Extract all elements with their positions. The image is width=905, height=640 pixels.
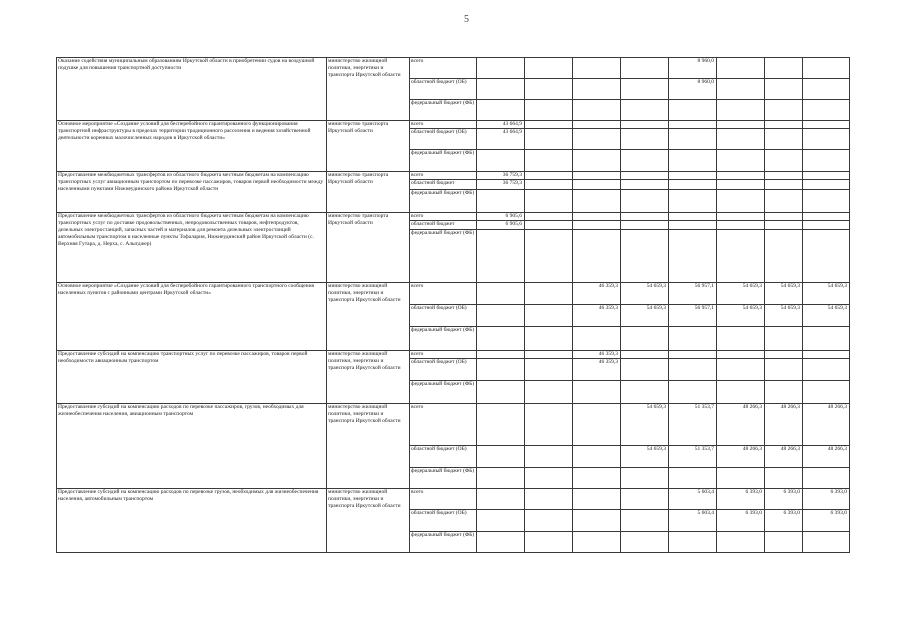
amount-cell bbox=[765, 129, 803, 150]
amount-cell bbox=[525, 489, 573, 510]
funding-source-cell: федеральный бюджет (ФБ) bbox=[410, 190, 477, 213]
amount-cell bbox=[803, 100, 850, 121]
amount-cell bbox=[477, 283, 525, 305]
amount-cell bbox=[669, 327, 717, 351]
amount-cell bbox=[573, 446, 621, 468]
amount-cell bbox=[717, 221, 765, 230]
table-row bbox=[57, 489, 850, 510]
amount-cell: 36 759,3 bbox=[477, 172, 525, 180]
amount-cell bbox=[621, 150, 669, 172]
amount-cell bbox=[765, 532, 803, 553]
amount-cell bbox=[477, 446, 525, 468]
amount-cell: 54 659,3 bbox=[621, 305, 669, 327]
amount-cell bbox=[525, 468, 573, 489]
activity-name-cell: Предоставление межбюджетных трансфертов из областного бюджета местным бюджетам на компенсацию транспортных услуг авиационным транспортом по перевозке пассажиров, товаров первой необходимости между населенными пунктами Нижнеудинского района Иркутской области bbox=[57, 172, 327, 213]
amount-cell bbox=[525, 283, 573, 305]
amount-cell bbox=[765, 230, 803, 283]
amount-cell bbox=[525, 532, 573, 553]
amount-cell bbox=[477, 404, 525, 446]
amount-cell bbox=[525, 79, 573, 100]
amount-cell bbox=[669, 351, 717, 359]
table-row bbox=[57, 404, 850, 446]
amount-cell bbox=[803, 532, 850, 553]
amount-cell bbox=[573, 230, 621, 283]
funding-source-cell: всего bbox=[410, 121, 477, 129]
amount-cell bbox=[621, 58, 669, 79]
amount-cell bbox=[717, 327, 765, 351]
funding-source-cell: федеральный бюджет (ФБ) bbox=[410, 100, 477, 121]
amount-cell bbox=[717, 359, 765, 381]
amount-cell bbox=[803, 230, 850, 283]
amount-cell bbox=[525, 121, 573, 129]
amount-cell bbox=[669, 381, 717, 404]
amount-cell bbox=[765, 468, 803, 489]
table-row bbox=[57, 351, 850, 359]
amount-cell bbox=[525, 446, 573, 468]
amount-cell: 6 393,0 bbox=[717, 489, 765, 510]
amount-cell: 6 393,0 bbox=[765, 510, 803, 532]
amount-cell bbox=[621, 221, 669, 230]
amount-cell: 5 603,4 bbox=[669, 510, 717, 532]
activity-name-cell: Основное мероприятие «Создание условий для бесперебойного гарантированного транспортного сообщения населенных пунктов с районными центрами Иркутской области» bbox=[57, 283, 327, 351]
funding-source-cell: областной бюджет (ОБ) bbox=[410, 359, 477, 381]
amount-cell bbox=[669, 180, 717, 190]
amount-cell bbox=[573, 532, 621, 553]
funding-source-cell: всего bbox=[410, 351, 477, 359]
table-row bbox=[57, 283, 850, 305]
amount-cell bbox=[669, 190, 717, 213]
amount-cell bbox=[621, 180, 669, 190]
page-number: 5 bbox=[464, 14, 469, 25]
amount-cell: 54 659,3 bbox=[765, 305, 803, 327]
amount-cell bbox=[803, 150, 850, 172]
amount-cell bbox=[477, 359, 525, 381]
amount-cell bbox=[765, 381, 803, 404]
amount-cell bbox=[803, 359, 850, 381]
amount-cell: 6 905,6 bbox=[477, 221, 525, 230]
amount-cell: 46 359,3 bbox=[573, 305, 621, 327]
amount-cell bbox=[573, 404, 621, 446]
amount-cell bbox=[765, 327, 803, 351]
amount-cell: 6 393,0 bbox=[803, 510, 850, 532]
amount-cell: 54 659,3 bbox=[621, 446, 669, 468]
amount-cell bbox=[573, 172, 621, 180]
funding-source-cell: областной бюджет (ОБ) bbox=[410, 79, 477, 100]
amount-cell bbox=[803, 381, 850, 404]
amount-cell bbox=[573, 129, 621, 150]
amount-cell bbox=[803, 468, 850, 489]
budget-table bbox=[56, 57, 850, 553]
amount-cell bbox=[717, 230, 765, 283]
activity-name-cell: Предоставление субсидий на компенсацию расходов по перевозке пассажиров, грузов, необходимых для жизнеобеспечения населения, авиационным транспортом bbox=[57, 404, 327, 489]
amount-cell bbox=[573, 213, 621, 221]
executor-cell: министерство транспорта Иркутской области bbox=[327, 121, 410, 172]
amount-cell bbox=[621, 489, 669, 510]
amount-cell bbox=[621, 532, 669, 553]
amount-cell bbox=[717, 351, 765, 359]
executor-cell: министерство жилищной политики, энергетики и транспорта Иркутской области bbox=[327, 489, 410, 553]
amount-cell bbox=[621, 172, 669, 180]
amount-cell bbox=[621, 468, 669, 489]
funding-source-cell: всего bbox=[410, 213, 477, 221]
amount-cell bbox=[803, 213, 850, 221]
amount-cell bbox=[525, 180, 573, 190]
table-row bbox=[57, 213, 850, 221]
amount-cell bbox=[717, 79, 765, 100]
funding-source-cell: областной бюджет (ОБ) bbox=[410, 129, 477, 150]
amount-cell bbox=[717, 381, 765, 404]
amount-cell bbox=[477, 327, 525, 351]
amount-cell bbox=[765, 190, 803, 213]
executor-cell: министерство транспорта Иркутской области bbox=[327, 213, 410, 283]
amount-cell bbox=[669, 129, 717, 150]
amount-cell bbox=[717, 121, 765, 129]
amount-cell: 6 393,0 bbox=[765, 489, 803, 510]
amount-cell bbox=[477, 381, 525, 404]
amount-cell bbox=[573, 327, 621, 351]
amount-cell bbox=[573, 58, 621, 79]
amount-cell bbox=[525, 100, 573, 121]
amount-cell: 46 359,3 bbox=[573, 351, 621, 359]
amount-cell: 43 664,9 bbox=[477, 129, 525, 150]
amount-cell: 8 960,0 bbox=[669, 79, 717, 100]
amount-cell bbox=[669, 172, 717, 180]
amount-cell bbox=[525, 351, 573, 359]
amount-cell bbox=[669, 359, 717, 381]
amount-cell bbox=[669, 100, 717, 121]
amount-cell bbox=[525, 305, 573, 327]
amount-cell bbox=[525, 58, 573, 79]
amount-cell: 48 266,3 bbox=[803, 404, 850, 446]
amount-cell bbox=[717, 172, 765, 180]
funding-source-cell: федеральный бюджет (ФБ) bbox=[410, 230, 477, 283]
amount-cell bbox=[717, 100, 765, 121]
amount-cell bbox=[803, 129, 850, 150]
funding-source-cell: всего bbox=[410, 283, 477, 305]
amount-cell bbox=[765, 180, 803, 190]
funding-source-cell: областной бюджет (ОБ) bbox=[410, 305, 477, 327]
executor-cell: министерство жилищной политики, энергетики и транспорта Иркутской области bbox=[327, 404, 410, 489]
amount-cell: 46 359,3 bbox=[573, 359, 621, 381]
activity-name-cell: Предоставление субсидий на компенсацию транспортных услуг по перевозке пассажиров, товаров первой необходимости авиационным транспортом bbox=[57, 351, 327, 404]
amount-cell: 48 266,3 bbox=[717, 446, 765, 468]
amount-cell bbox=[525, 213, 573, 221]
amount-cell bbox=[803, 221, 850, 230]
amount-cell bbox=[717, 213, 765, 221]
table-row bbox=[57, 172, 850, 180]
amount-cell bbox=[525, 359, 573, 381]
amount-cell: 51 353,7 bbox=[669, 446, 717, 468]
amount-cell bbox=[525, 221, 573, 230]
amount-cell bbox=[803, 79, 850, 100]
amount-cell bbox=[477, 305, 525, 327]
amount-cell bbox=[669, 532, 717, 553]
activity-name-cell: Предоставление межбюджетных трансфертов из областного бюджета местным бюджетам на компенсацию транспортных услуг по доставке продовольственных, непродовольственных товаров, нефтепродуктов, дизельных электростанций, запасных частей и материалов для ремонта дизельных электростанций автомобильным транспортом в населенные пункты Тофалария, Нижнеудинский район Иркутской области (с. Верхняя Гутара, д. Нерха, с. Алыгджер) bbox=[57, 213, 327, 283]
amount-cell bbox=[621, 381, 669, 404]
amount-cell bbox=[765, 121, 803, 129]
amount-cell bbox=[525, 404, 573, 446]
amount-cell bbox=[765, 351, 803, 359]
funding-source-cell: областной бюджет (ОБ) bbox=[410, 446, 477, 468]
amount-cell bbox=[573, 468, 621, 489]
amount-cell: 51 353,7 bbox=[669, 404, 717, 446]
amount-cell bbox=[621, 359, 669, 381]
amount-cell: 43 664,9 bbox=[477, 121, 525, 129]
amount-cell bbox=[573, 150, 621, 172]
funding-source-cell: областной бюджет bbox=[410, 180, 477, 190]
activity-name-cell: Предоставление субсидий на компенсацию расходов по перевозке грузов, необходимых для жизнеобеспечения населения, автомобильным транспортом bbox=[57, 489, 327, 553]
executor-cell: министерство транспорта Иркутской области bbox=[327, 172, 410, 213]
amount-cell bbox=[477, 489, 525, 510]
amount-cell bbox=[477, 58, 525, 79]
executor-cell: министерство жилищной политики, энергетики и транспорта Иркутской области bbox=[327, 283, 410, 351]
amount-cell bbox=[477, 190, 525, 213]
funding-source-cell: всего bbox=[410, 404, 477, 446]
amount-cell: 48 266,3 bbox=[717, 404, 765, 446]
amount-cell: 54 659,3 bbox=[803, 283, 850, 305]
amount-cell bbox=[525, 172, 573, 180]
amount-cell: 8 960,0 bbox=[669, 58, 717, 79]
amount-cell bbox=[765, 221, 803, 230]
amount-cell bbox=[621, 230, 669, 283]
amount-cell: 48 266,3 bbox=[803, 446, 850, 468]
amount-cell bbox=[621, 213, 669, 221]
amount-cell bbox=[669, 221, 717, 230]
amount-cell: 36 759,3 bbox=[477, 180, 525, 190]
amount-cell bbox=[717, 129, 765, 150]
amount-cell bbox=[765, 100, 803, 121]
amount-cell bbox=[621, 100, 669, 121]
table-row bbox=[57, 58, 850, 79]
amount-cell: 56 957,1 bbox=[669, 305, 717, 327]
amount-cell bbox=[765, 58, 803, 79]
amount-cell bbox=[525, 190, 573, 213]
amount-cell: 48 266,3 bbox=[765, 446, 803, 468]
table-body bbox=[57, 58, 850, 553]
amount-cell bbox=[717, 190, 765, 213]
amount-cell bbox=[573, 100, 621, 121]
amount-cell: 6 905,6 bbox=[477, 213, 525, 221]
amount-cell: 6 393,0 bbox=[803, 489, 850, 510]
amount-cell bbox=[803, 121, 850, 129]
amount-cell: 54 659,3 bbox=[621, 283, 669, 305]
funding-source-cell: федеральный бюджет (ФБ) bbox=[410, 150, 477, 172]
amount-cell bbox=[477, 150, 525, 172]
funding-source-cell: областной бюджет bbox=[410, 221, 477, 230]
amount-cell bbox=[803, 351, 850, 359]
amount-cell bbox=[669, 150, 717, 172]
amount-cell bbox=[573, 190, 621, 213]
funding-source-cell: федеральный бюджет (ФБ) bbox=[410, 532, 477, 553]
amount-cell bbox=[573, 489, 621, 510]
amount-cell bbox=[621, 327, 669, 351]
funding-source-cell: областной бюджет (ОБ) bbox=[410, 510, 477, 532]
amount-cell: 56 957,1 bbox=[669, 283, 717, 305]
amount-cell bbox=[669, 213, 717, 221]
amount-cell bbox=[621, 129, 669, 150]
amount-cell bbox=[803, 190, 850, 213]
amount-cell: 54 659,3 bbox=[765, 283, 803, 305]
amount-cell bbox=[477, 351, 525, 359]
amount-cell bbox=[803, 172, 850, 180]
funding-source-cell: федеральный бюджет (ФБ) bbox=[410, 468, 477, 489]
amount-cell bbox=[477, 468, 525, 489]
amount-cell bbox=[621, 79, 669, 100]
amount-cell bbox=[573, 381, 621, 404]
amount-cell bbox=[765, 150, 803, 172]
amount-cell bbox=[621, 190, 669, 213]
executor-cell: министерство жилищной политики, энергетики и транспорта Иркутской области bbox=[327, 58, 410, 121]
activity-name-cell: Оказание содействия муниципальным образованиям Иркутской области в приобретении судов на воздушной подушке для повышения транспортной доступности bbox=[57, 58, 327, 121]
amount-cell bbox=[525, 327, 573, 351]
amount-cell bbox=[525, 381, 573, 404]
amount-cell bbox=[525, 230, 573, 283]
amount-cell bbox=[621, 510, 669, 532]
funding-source-cell: федеральный бюджет (ФБ) bbox=[410, 381, 477, 404]
amount-cell bbox=[803, 327, 850, 351]
amount-cell: 5 603,4 bbox=[669, 489, 717, 510]
amount-cell bbox=[525, 129, 573, 150]
amount-cell bbox=[621, 351, 669, 359]
amount-cell: 54 659,3 bbox=[717, 283, 765, 305]
amount-cell: 48 266,3 bbox=[765, 404, 803, 446]
amount-cell bbox=[573, 510, 621, 532]
amount-cell: 54 659,3 bbox=[717, 305, 765, 327]
amount-cell bbox=[765, 359, 803, 381]
amount-cell bbox=[573, 180, 621, 190]
amount-cell: 54 659,3 bbox=[803, 305, 850, 327]
amount-cell bbox=[669, 468, 717, 489]
amount-cell: 54 659,3 bbox=[621, 404, 669, 446]
amount-cell bbox=[525, 150, 573, 172]
amount-cell bbox=[477, 79, 525, 100]
amount-cell bbox=[477, 230, 525, 283]
amount-cell bbox=[765, 172, 803, 180]
amount-cell bbox=[717, 58, 765, 79]
activity-name-cell: Основное мероприятие «Создание условий для бесперебойного гарантированного функционирования транспортной инфраструктуры в пределах территории традиционного расселения и ведения хозяйственной деятельности коренных малочисленных народов в Иркутской области» bbox=[57, 121, 327, 172]
amount-cell bbox=[717, 468, 765, 489]
table-row bbox=[57, 121, 850, 129]
executor-cell: министерство жилищной политики, энергетики и транспорта Иркутской области bbox=[327, 351, 410, 404]
funding-source-cell: всего bbox=[410, 172, 477, 180]
amount-cell bbox=[477, 532, 525, 553]
amount-cell bbox=[717, 180, 765, 190]
funding-source-cell: всего bbox=[410, 489, 477, 510]
amount-cell: 6 393,0 bbox=[717, 510, 765, 532]
amount-cell bbox=[573, 79, 621, 100]
amount-cell bbox=[525, 510, 573, 532]
amount-cell bbox=[621, 121, 669, 129]
amount-cell bbox=[765, 79, 803, 100]
amount-cell bbox=[765, 213, 803, 221]
amount-cell bbox=[717, 532, 765, 553]
amount-cell bbox=[669, 121, 717, 129]
amount-cell bbox=[477, 100, 525, 121]
funding-source-cell: всего bbox=[410, 58, 477, 79]
amount-cell bbox=[803, 180, 850, 190]
amount-cell bbox=[573, 221, 621, 230]
funding-source-cell: федеральный бюджет (ФБ) bbox=[410, 327, 477, 351]
amount-cell bbox=[669, 230, 717, 283]
amount-cell bbox=[717, 150, 765, 172]
amount-cell bbox=[573, 121, 621, 129]
amount-cell bbox=[477, 510, 525, 532]
amount-cell: 46 359,3 bbox=[573, 283, 621, 305]
amount-cell bbox=[803, 58, 850, 79]
